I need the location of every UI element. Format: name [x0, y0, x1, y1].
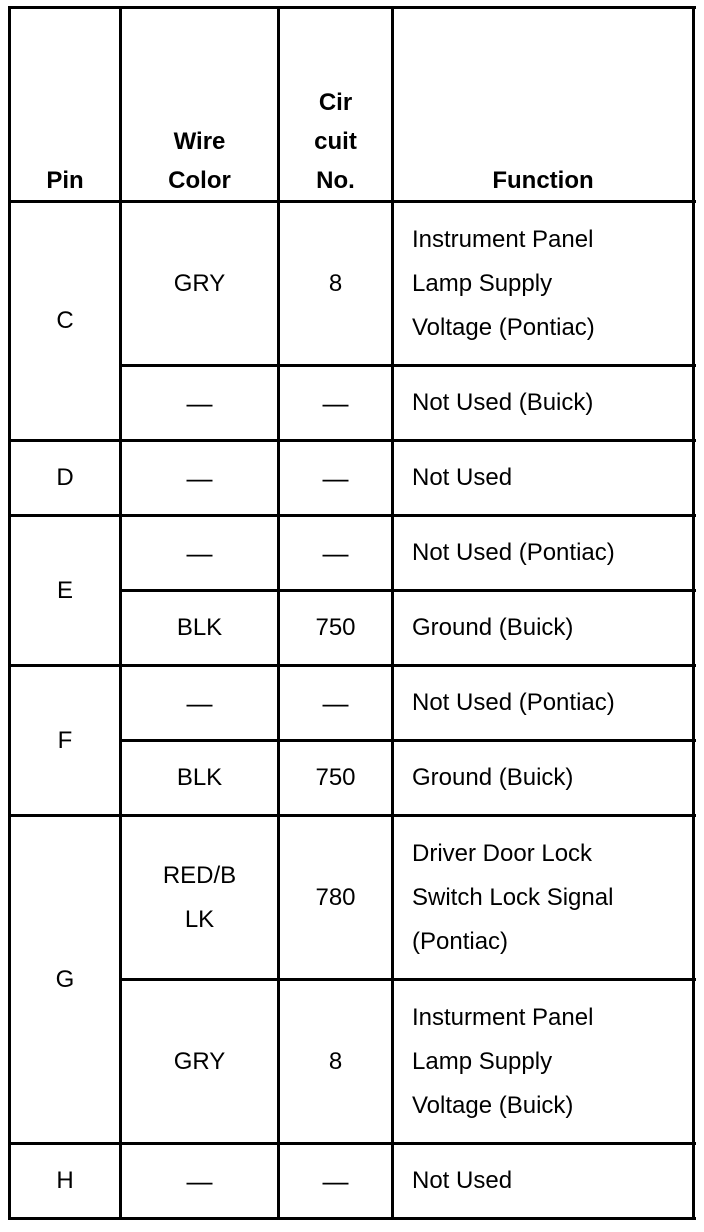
pin-cell: E: [56, 576, 73, 604]
pin-cell: C: [56, 307, 74, 334]
function-cell: Not Used (Pontiac): [412, 689, 615, 716]
circuit-cell: —: [322, 688, 349, 718]
wire-color-cell: BLK: [176, 764, 223, 791]
circuit-cell: 750: [315, 764, 356, 791]
header-circuit-no: Cir cuit No.: [314, 89, 357, 194]
wire-color-cell: GRY: [173, 1047, 226, 1075]
function-cell: Ground (Buick): [412, 764, 574, 791]
function-cell: Instrument Panel Lamp Supply Voltage (Pontiac): [412, 225, 595, 341]
function-cell: Not Used (Buick): [412, 389, 594, 416]
pin-cell: F: [57, 726, 73, 754]
header-function: Function: [492, 167, 594, 194]
wire-color-cell: BLK: [176, 614, 223, 641]
function-cell: Not Used: [412, 1167, 513, 1194]
wire-color-cell: RED/B LK: [162, 861, 237, 933]
function-cell: Not Used: [412, 464, 513, 491]
header-pin: Pin: [46, 167, 84, 194]
circuit-cell: —: [322, 538, 349, 568]
wire-color-cell: —: [186, 463, 213, 493]
function-cell: Driver Door Lock Switch Lock Signal (Pontiac): [412, 839, 614, 955]
circuit-cell: —: [322, 1166, 349, 1196]
function-cell: Insturment Panel Lamp Supply Voltage (Buick): [412, 1003, 594, 1119]
wire-color-cell: —: [186, 538, 213, 568]
function-cell: Ground (Buick): [412, 614, 574, 641]
table-border-bottom: [8, 1217, 696, 1220]
header-wire-color: Wire Color: [168, 128, 231, 194]
wire-color-cell: —: [186, 688, 213, 718]
circuit-cell: —: [322, 388, 349, 418]
wire-color-cell: —: [186, 388, 213, 418]
pin-cell: G: [55, 965, 75, 993]
circuit-cell: —: [322, 463, 349, 493]
function-cell: Not Used (Pontiac): [412, 539, 615, 566]
pin-cell: D: [56, 464, 74, 491]
circuit-cell: 750: [315, 614, 356, 641]
circuit-cell: 8: [328, 269, 343, 297]
circuit-cell: 780: [315, 883, 356, 911]
circuit-cell: 8: [328, 1047, 343, 1075]
wire-color-cell: GRY: [173, 269, 226, 297]
wire-color-cell: —: [186, 1166, 213, 1196]
pin-cell: H: [56, 1167, 74, 1194]
